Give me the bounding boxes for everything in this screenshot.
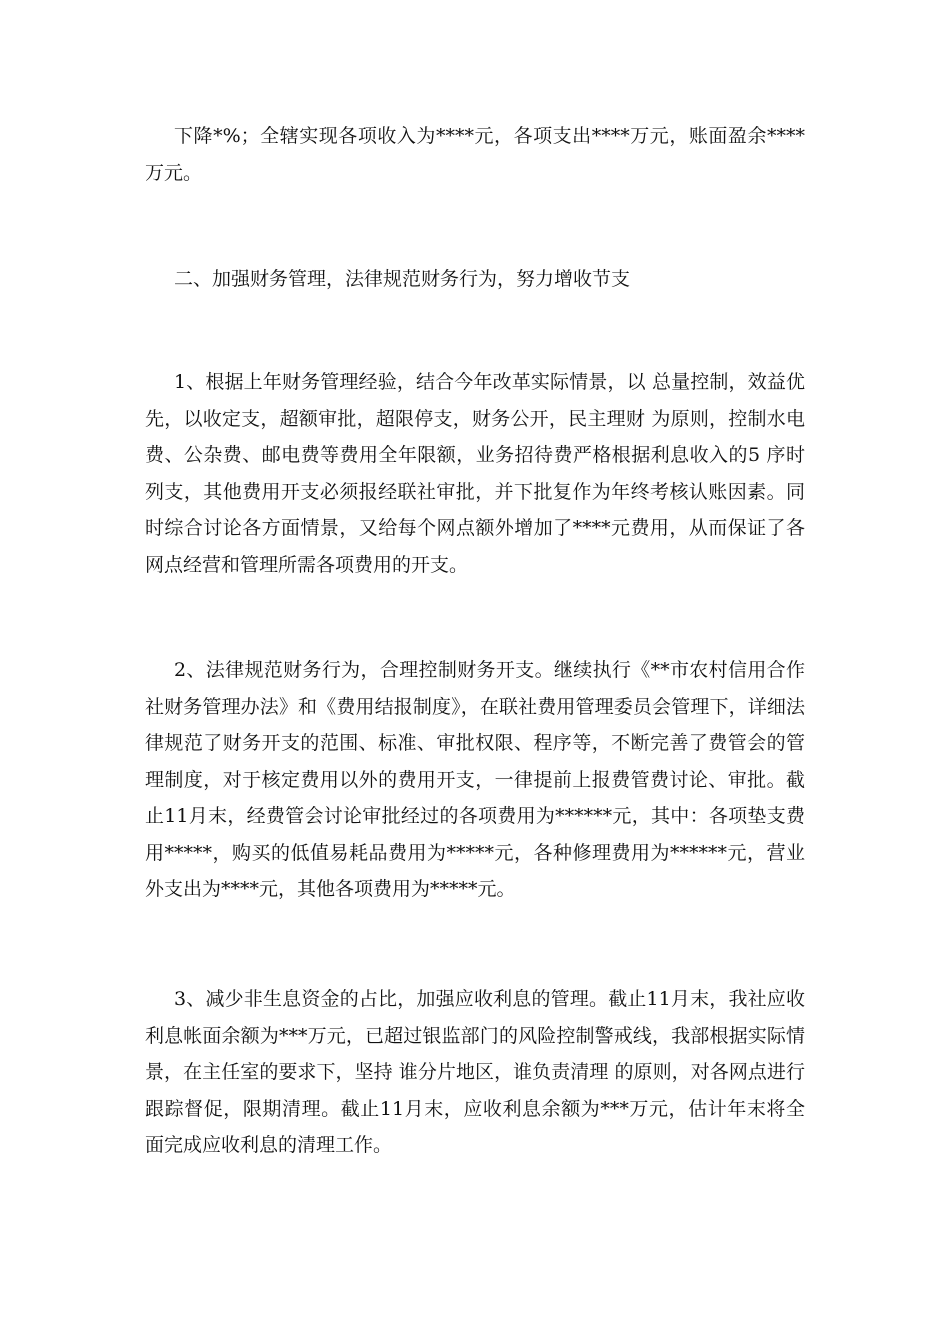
paragraph-item-1: 1、根据上年财务管理经验，结合今年改革实际情景，以 总量控制，效益优先，以收定支，超额审批，超限停支，财务公开，民主理财 为原则，控制水电费、公杂费、邮电费等费用全年限额，业务招待费严格根据利息收入的5 序时列支，其他费用开支必须报经联社审批，并下批复作为年终考核认账因素。同时综合讨论各方面情景，又给每个网点额外增加了****元费用，从而保证了各网点经营和管理所需各项费用的开支。 [145,371,805,576]
paragraph-item-2: 2、法律规范财务行为，合理控制财务开支。继续执行《**市农村信用合作社财务管理办法》和《费用结报制度》，在联社费用管理委员会管理下，详细法律规范了财务开支的范围、标准、审批权限、程序等，不断完善了费管会的管理制度，对于核定费用以外的费用开支，一律提前上报费管费讨论、审批。截止11月末，经费管会讨论审批经过的各项费用为******元，其中：各项垫支费用*****，购买的低值易耗品费用为*****元，各种修理费用为******元，营业外支出为****元，其他各项费用为*****元。 [145,659,805,900]
section-heading-2: 二、加强财务管理，法律规范财务行为，努力增收节支 [174,268,631,290]
paragraph-item-3: 3、减少非生息资金的占比，加强应收利息的管理。截止11月末，我社应收利息帐面余额为***万元，已超过银监部门的风险控制警戒线，我部根据实际情景，在主任室的要求下，坚持 谁分片地区，谁负责清理 的原则，对各网点进行跟踪督促，限期清理。截止11月末，应收利息余额为***万元，估计年末将全面完成应收利息的清理工作。 [145,988,805,1156]
paragraph-income-summary: 下降*%；全辖实现各项收入为****元，各项支出****万元，账面盈余****万元。 [145,125,805,184]
